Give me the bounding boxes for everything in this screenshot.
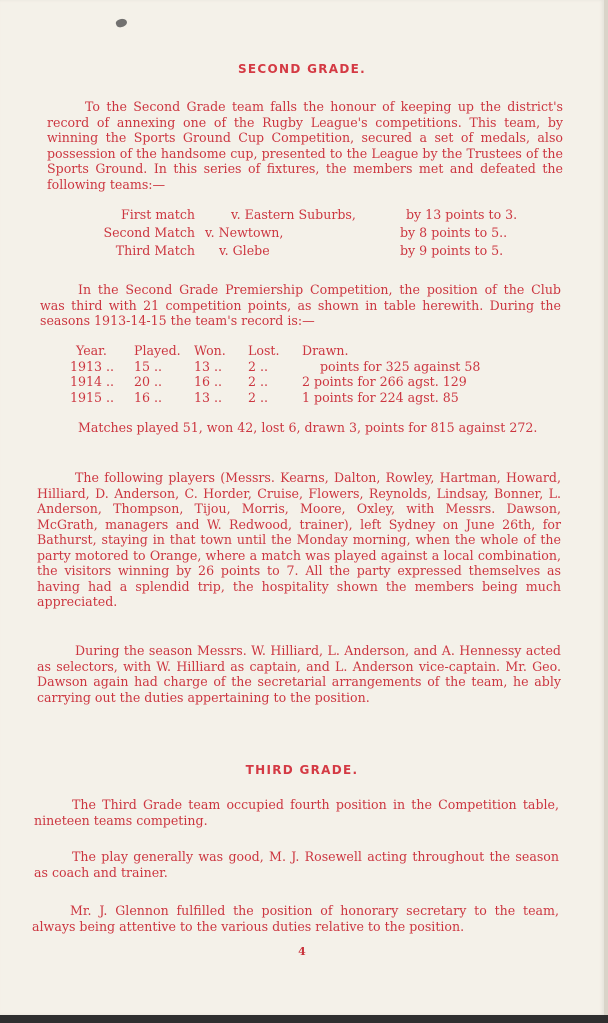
page-right-edge	[604, 0, 608, 1023]
record-row	[70, 374, 550, 390]
players-paragraph: The following players (Messrs. Kearns, Dalton, Rowley, Hartman, Howard, Hilliard, D. Anderson, C. Horder, Cruise, Flowers, Reynolds, Lindsay, Bonner, L. Anderson, Thompson, Tijou, Morris, Moore, Oxley, with Messrs. Dawson, McGrath, managers and W. Redwood, trainer), left Sydney on June 26th, for Bathurst, staying in that town until the Monday morning, when the whole of the party motored to Orange, where a match was played against a local combination, the visitors winning by 26 points to 7. All the party expressed themselves as having had a splendid trip, the hospitality shown the members being much appreciated.	[37, 470, 561, 609]
record-lost: 2 ..	[248, 374, 269, 389]
third-grade-position: The Third Grade team occupied fourth position in the Competition table, nineteen teams competing.	[34, 797, 559, 828]
selectors-paragraph: During the season Messrs. W. Hilliard, L. Anderson, and A. Hennessy acted as selectors, with W. Hilliard as captain, and L. Anderson vice-captain. Mr. Geo. Dawson again had charge of the secretarial arrangements of the team, he ably carrying out the duties appertaining to the position.	[37, 643, 561, 705]
record-drawn: points for 325 against 58	[320, 358, 481, 374]
record-header-won: Won.	[194, 343, 226, 358]
fixture-row	[75, 206, 545, 224]
record-won: 16 ..	[194, 374, 223, 389]
third-grade-heading: THIRD GRADE.	[245, 763, 359, 777]
second-grade-heading: SECOND GRADE.	[237, 62, 367, 76]
record-lost: 2 ..	[248, 358, 269, 374]
fixture-result: by 9 points to 5.	[400, 243, 504, 258]
record-header-year: Year.	[76, 343, 107, 358]
record-played: 20 ..	[134, 374, 163, 389]
totals-paragraph: Matches played 51, won 42, lost 6, drawn 3, points for 815 against 272.	[78, 420, 538, 435]
fixture-match: Third Match	[115, 243, 195, 258]
fixture-row	[75, 224, 545, 242]
premiership-paragraph: In the Second Grade Premiership Competition, the position of the Club was third with 21 competition points, as shown in table herewith. During the seasons 1913-14-15 the team's record is:—	[40, 282, 561, 328]
season-record-table	[70, 343, 550, 405]
record-year: 1915 ..	[70, 389, 115, 405]
third-grade-secretary: Mr. J. Glennon fulfilled the position of honorary secretary to the team, always being attentive to the various duties relative to the position.	[32, 903, 559, 934]
fixture-opponent: v. Eastern Suburbs,	[231, 207, 356, 222]
fixtures-list	[75, 206, 545, 260]
record-won: 13 ..	[194, 358, 223, 374]
page-number: 4	[298, 945, 306, 958]
record-header-lost: Lost.	[248, 343, 280, 358]
second-grade-intro: To the Second Grade team falls the honour of keeping up the district's record of annexing one of the Rugby League's competitions. This team, by winning the Sports Ground Cup Competition, secured a set of medals, also possession of the handsome cup, presented to the League by the Trustees of the Sports Ground. In this series of fixtures, the members met and defeated the following teams:—	[47, 99, 563, 192]
record-played: 16 ..	[134, 389, 163, 405]
record-header-drawn: Drawn.	[302, 343, 349, 358]
fixture-opponent: v. Glebe	[219, 243, 270, 258]
record-header-row	[70, 343, 550, 359]
fixture-match: Second Match	[103, 225, 195, 240]
record-year: 1913 ..	[70, 358, 115, 374]
record-row	[70, 359, 550, 375]
third-grade-play: The play generally was good, M. J. Rosewell acting throughout the season as coach and trainer.	[34, 849, 559, 880]
record-year: 1914 ..	[70, 374, 115, 389]
record-played: 15 ..	[134, 358, 163, 374]
record-drawn: 2 points for 266 agst. 129	[302, 374, 467, 389]
fixture-result: by 13 points to 3.	[406, 207, 518, 222]
record-header-played: Played.	[134, 343, 181, 358]
record-lost: 2 ..	[248, 389, 269, 405]
record-row	[70, 390, 550, 406]
fixture-row	[75, 242, 545, 260]
record-won: 13 ..	[194, 389, 223, 405]
page-bottom-edge	[0, 1015, 608, 1023]
fixture-opponent: v. Newtown,	[205, 225, 284, 240]
fixture-match: First match	[121, 207, 195, 222]
record-drawn: 1 points for 224 agst. 85	[302, 389, 459, 405]
fixture-result: by 8 points to 5..	[400, 225, 508, 240]
